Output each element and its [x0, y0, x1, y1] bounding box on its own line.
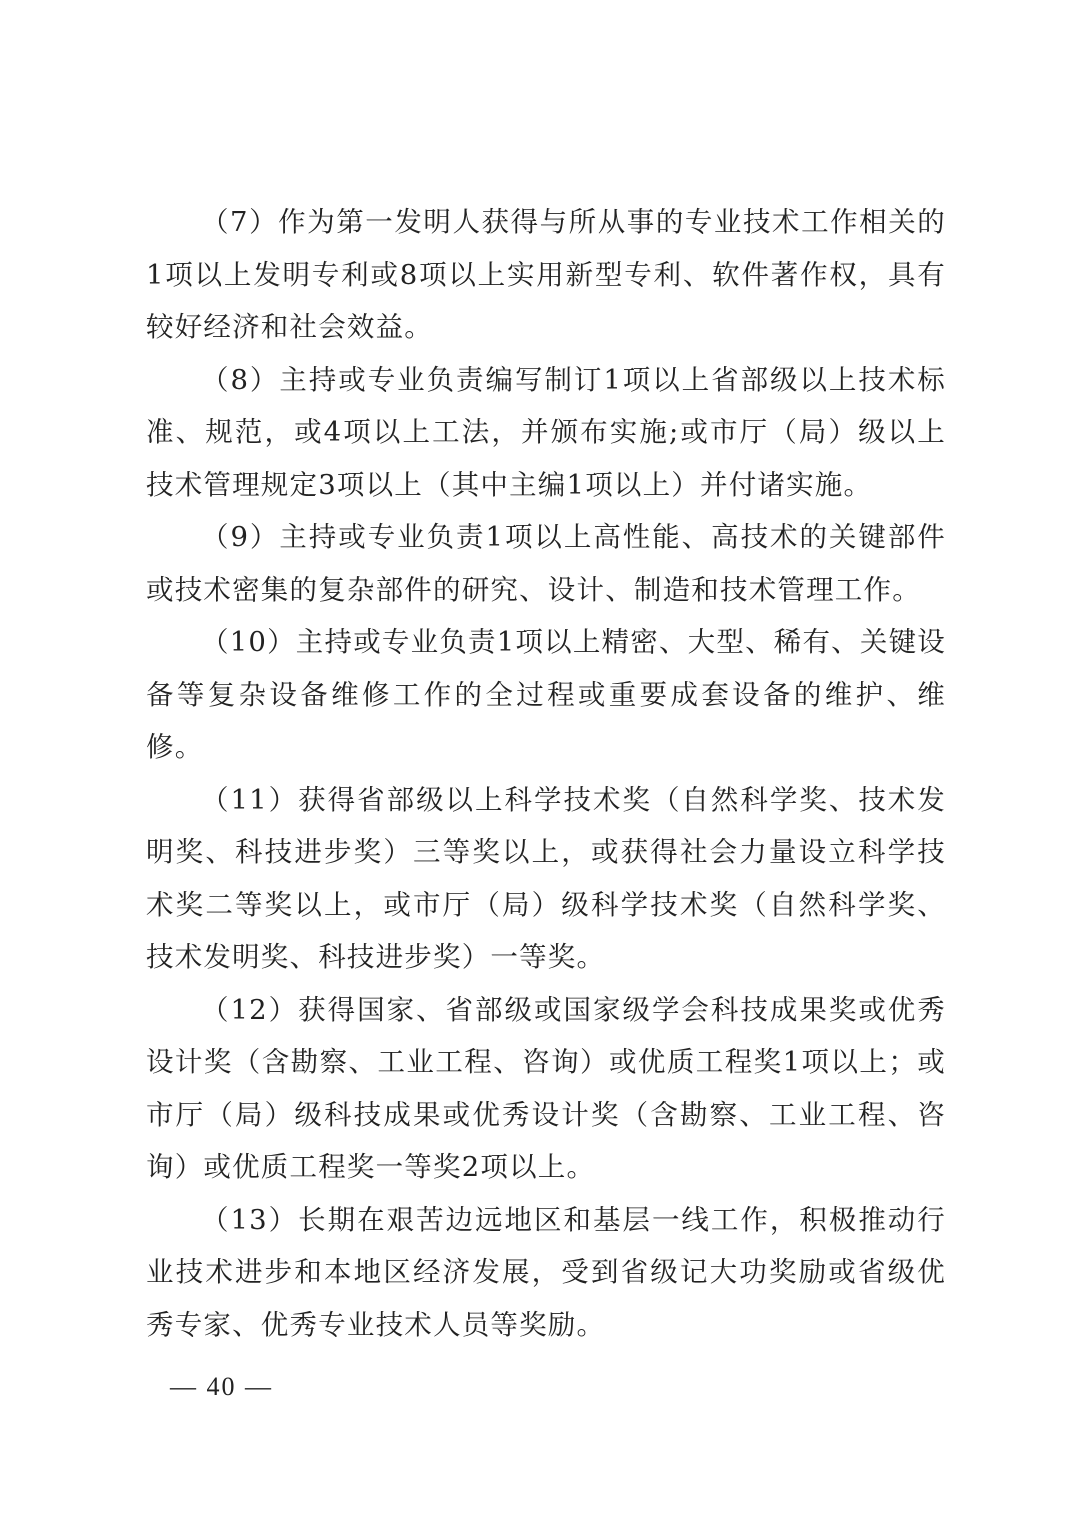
paragraph-item-8: （8）主持或专业负责编写制订1项以上省部级以上技术标准、规范，或4项以上工法，并颁布实施;或市厅（局）级以上技术管理规定3项以上（其中主编1项以上）并付诸实施。 — [146, 363, 946, 501]
page-number: — 40 — — [170, 1372, 273, 1401]
paragraph-item-13: （13）长期在艰苦边远地区和基层一线工作，积极推动行业技术进步和本地区经济发展，受到省级记大功奖励或省级优秀专家、优秀专业技术人员等奖励。 — [146, 1203, 946, 1341]
paragraph-item-12: （12）获得国家、省部级或国家级学会科技成果奖或优秀设计奖（含勘察、工业工程、咨询）或优质工程奖1项以上；或市厅（局）级科技成果或优秀设计奖（含勘察、工业工程、咨询）或优质工程奖一等奖2项以上。 — [146, 993, 946, 1183]
paragraph-item-9: （9）主持或专业负责1项以上高性能、高技术的关键部件或技术密集的复杂部件的研究、设计、制造和技术管理工作。 — [146, 521, 946, 606]
paragraph-item-11: （11）获得省部级以上科学技术奖（自然科学奖、技术发明奖、科技进步奖）三等奖以上，或获得社会力量设立科学技术奖二等奖以上，或市厅（局）级科学技术奖（自然科学奖、技术发明奖、科技进步奖）一等奖。 — [146, 783, 946, 973]
paragraph-item-7: （7）作为第一发明人获得与所从事的专业技术工作相关的1项以上发明专利或8项以上实用新型专利、软件著作权，具有较好经济和社会效益。 — [146, 206, 946, 343]
paragraph-item-10: （10）主持或专业负责1项以上精密、大型、稀有、关键设备等复杂设备维修工作的全过程或重要成套设备的维护、维修。 — [146, 626, 946, 763]
document-body — [146, 196, 946, 1351]
